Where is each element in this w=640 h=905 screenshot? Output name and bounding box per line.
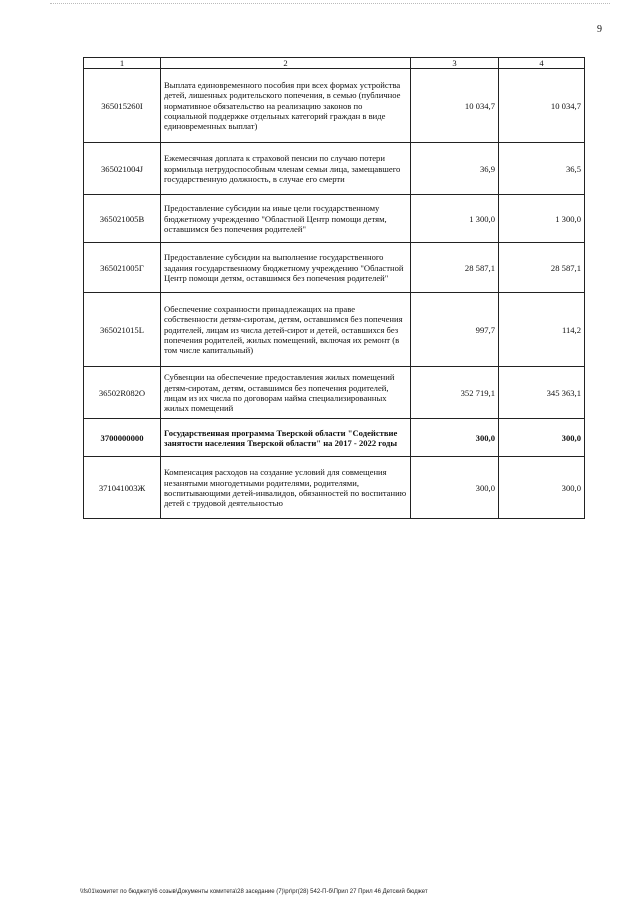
- budget-code: 3700000000: [84, 419, 161, 457]
- table-row: [84, 143, 585, 195]
- row-description: Субвенции на обеспечение предоставления жилых помещений детям-сиротам, детям, оставшимся без попечения родителей, лицам из их числа по договорам найма специализированных жилых помещений: [161, 367, 411, 419]
- budget-code: 365015260I: [84, 69, 161, 143]
- budget-code: 365021004J: [84, 143, 161, 195]
- table-row: [84, 195, 585, 243]
- table-row: [84, 243, 585, 293]
- amount-col4: 10 034,7: [499, 69, 585, 143]
- budget-code: 365021005В: [84, 195, 161, 243]
- amount-col4: 114,2: [499, 293, 585, 367]
- page-number: 9: [597, 24, 602, 35]
- table-row: [84, 367, 585, 419]
- table-row: [84, 69, 585, 143]
- amount-col3: 36,9: [411, 143, 499, 195]
- table-row: [84, 457, 585, 519]
- budget-code: 371041003Ж: [84, 457, 161, 519]
- row-description: Компенсация расходов на создание условий для совмещения незанятыми многодетными родителями, родителями, воспитывающими детей-инвалидов, обязанностей по воспитанию детей с трудовой деятельностью: [161, 457, 411, 519]
- row-description: Ежемесячная доплата к страховой пенсии по случаю потери кормильца нетрудоспособным членам семьи лица, замещавшего государственную должность, в случае его смерти: [161, 143, 411, 195]
- scan-artifact-line: [50, 3, 610, 7]
- budget-code: 36502R082О: [84, 367, 161, 419]
- amount-col4: 36,5: [499, 143, 585, 195]
- amount-col3: 997,7: [411, 293, 499, 367]
- amount-col3: 352 719,1: [411, 367, 499, 419]
- row-description: Обеспечение сохранности принадлежащих на праве собственности детям-сиротам, детям, оставшимся без попечения родителей, лицам из числа детей-сирот и детей, оставшихся без попечения родителей, жилых помещений, включая их ремонт (в том числе капитальный): [161, 293, 411, 367]
- amount-col3: 300,0: [411, 419, 499, 457]
- row-description: Государственная программа Тверской области "Содействие занятости населения Тверской области" на 2017 - 2022 годы: [161, 419, 411, 457]
- row-description: Выплата единовременного пособия при всех формах устройства детей, лишенных родительского попечения, в семью (публичное нормативное обязательство на реализацию законов по социальной поддержке отдельных категорий граждан в виде единовременных выплат): [161, 69, 411, 143]
- table-row: [84, 293, 585, 367]
- budget-code: 365021005Г: [84, 243, 161, 293]
- column-header-2: 2: [161, 58, 411, 69]
- table-row: [84, 419, 585, 457]
- amount-col4: 1 300,0: [499, 195, 585, 243]
- amount-col4: 28 587,1: [499, 243, 585, 293]
- amount-col4: 300,0: [499, 457, 585, 519]
- amount-col3: 28 587,1: [411, 243, 499, 293]
- amount-col3: 300,0: [411, 457, 499, 519]
- table-body: [84, 69, 585, 519]
- table-header-row: [84, 58, 585, 69]
- column-header-3: 3: [411, 58, 499, 69]
- row-description: Предоставление субсидии на выполнение государственного задания государственному бюджетному учреждению "Областной Центр помощи детям, оставшимся без попечения родителей": [161, 243, 411, 293]
- footer-file-path: \\fs01\комитет по бюджету\6 созыв\Документы комитета\28 заседание (7)\pr\рг(28) 542-П-б\Прил 27 Прил 46 Детский бюджет: [80, 889, 428, 895]
- amount-col3: 1 300,0: [411, 195, 499, 243]
- budget-table: [83, 57, 585, 519]
- amount-col4: 345 363,1: [499, 367, 585, 419]
- amount-col3: 10 034,7: [411, 69, 499, 143]
- row-description: Предоставление субсидии на иные цели государственному бюджетному учреждению "Областной Центр помощи детям, оставшимся без попечения родителей": [161, 195, 411, 243]
- column-header-1: 1: [84, 58, 161, 69]
- budget-code: 365021015L: [84, 293, 161, 367]
- column-header-4: 4: [499, 58, 585, 69]
- amount-col4: 300,0: [499, 419, 585, 457]
